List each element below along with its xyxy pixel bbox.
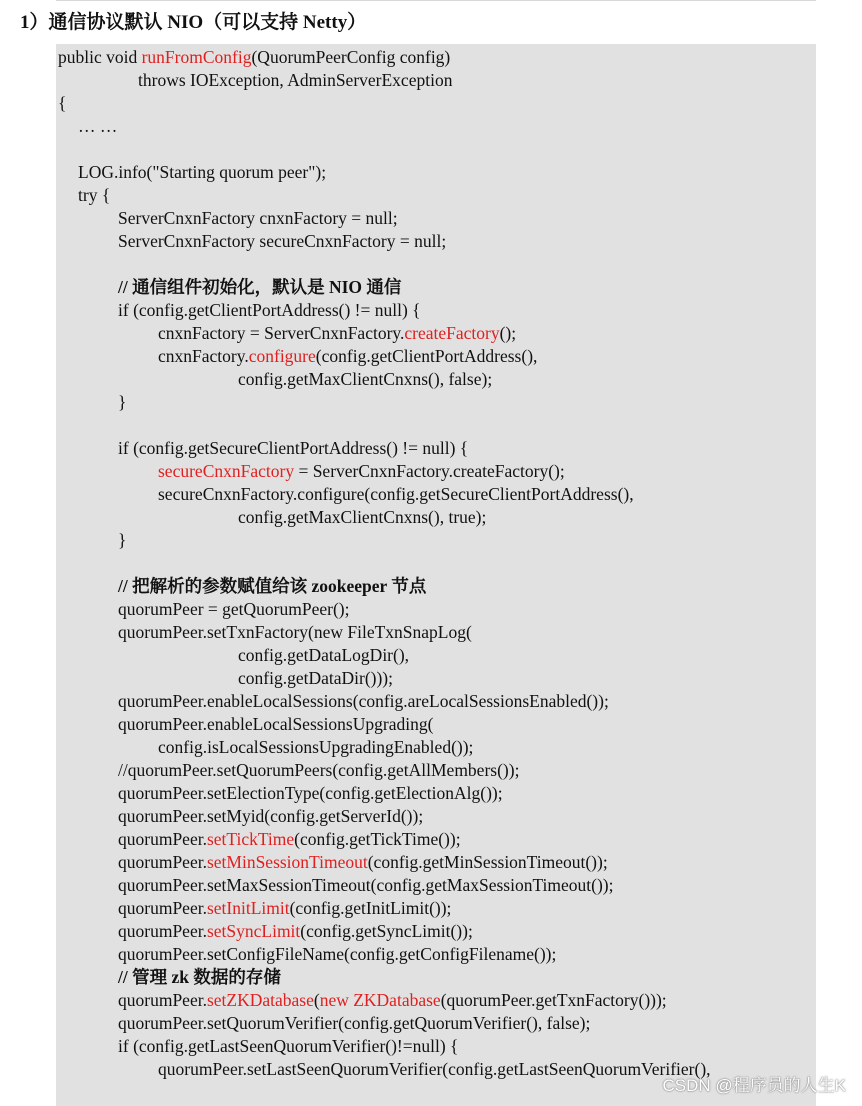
- code-line: [118, 575, 426, 598]
- code-line: [118, 713, 433, 736]
- code-line: [118, 207, 398, 230]
- code-highlight: setSyncLimit: [206, 921, 301, 941]
- code-line: [58, 92, 66, 115]
- code-text: quorumPeer.setMaxSessionTimeout(config.getMaxSessionTimeout());: [118, 875, 614, 895]
- code-line: [58, 46, 450, 69]
- code-text: if (config.getSecureClientPortAddress() != null) {: [118, 438, 469, 458]
- code-text: if (config.getLastSeenQuorumVerifier()!=null) {: [118, 1036, 459, 1056]
- code-text: (config.getTickTime());: [294, 829, 461, 849]
- code-text: ();: [499, 323, 517, 343]
- code-text: throws IOException, AdminServerException: [138, 70, 453, 90]
- code-line: [118, 874, 614, 897]
- top-divider: [56, 0, 816, 1]
- code-highlight: setTickTime: [206, 829, 295, 849]
- code-line: [118, 989, 667, 1012]
- code-text: LOG.info("Starting quorum peer");: [78, 162, 327, 182]
- code-line: [158, 483, 634, 506]
- code-highlight: createFactory: [404, 323, 500, 343]
- code-line: [118, 828, 461, 851]
- code-text: quorumPeer.setTxnFactory(new FileTxnSnapLog(: [118, 622, 472, 642]
- code-highlight: runFromConfig: [141, 47, 252, 67]
- code-line: [118, 276, 401, 299]
- code-text: … …: [78, 116, 118, 136]
- code-line: [238, 644, 409, 667]
- code-line: [118, 782, 503, 805]
- code-line: [158, 460, 565, 483]
- code-text: quorumPeer.enableLocalSessionsUpgrading(: [118, 714, 434, 734]
- code-text: //quorumPeer.setQuorumPeers(config.getAllMembers());: [118, 760, 520, 780]
- section-heading: 1）通信协议默认 NIO（可以支持 Netty）: [20, 12, 367, 33]
- code-line: [118, 851, 608, 874]
- code-text: try {: [78, 185, 111, 205]
- code-text: quorumPeer.: [118, 990, 207, 1010]
- code-text: config.getDataLogDir(),: [238, 645, 410, 665]
- code-text: (config.getClientPortAddress(),: [315, 346, 538, 366]
- code-line: [118, 759, 519, 782]
- code-line: [118, 805, 423, 828]
- code-text: // 通信组件初始化，默认是 NIO 通信: [118, 277, 402, 297]
- code-highlight: setZKDatabase: [206, 990, 314, 1010]
- code-line: [118, 437, 468, 460]
- code-highlight: setInitLimit: [206, 898, 290, 918]
- code-text: {: [58, 93, 67, 113]
- code-text: }: [118, 530, 127, 550]
- code-text: cnxnFactory.: [158, 346, 249, 366]
- code-line: [118, 897, 451, 920]
- code-text: (config.getSyncLimit());: [300, 921, 473, 941]
- code-line: [78, 184, 110, 207]
- code-text: quorumPeer.: [118, 921, 207, 941]
- code-block: [56, 44, 816, 1106]
- code-text: ServerCnxnFactory secureCnxnFactory = null;: [118, 231, 447, 251]
- code-highlight: configure: [248, 346, 316, 366]
- code-line: [118, 920, 473, 943]
- code-line: [138, 69, 452, 92]
- code-text: quorumPeer.: [118, 829, 207, 849]
- code-text: quorumPeer.setMyid(config.getServerId());: [118, 806, 424, 826]
- code-text: (quorumPeer.getTxnFactory()));: [440, 990, 667, 1010]
- code-text: config.getDataDir()));: [238, 668, 393, 688]
- code-text: public void: [58, 47, 142, 67]
- code-line: [118, 690, 609, 713]
- code-line: [238, 506, 486, 529]
- code-line: [158, 345, 537, 368]
- code-text: config.isLocalSessionsUpgradingEnabled());: [158, 737, 474, 757]
- code-text: = ServerCnxnFactory.createFactory();: [294, 461, 565, 481]
- code-line: [158, 322, 516, 345]
- code-text: quorumPeer.setConfigFileName(config.getConfigFilename());: [118, 944, 557, 964]
- code-line: [78, 161, 326, 184]
- code-text: config.getMaxClientCnxns(), false);: [238, 369, 493, 389]
- code-text: quorumPeer.setQuorumVerifier(config.getQuorumVerifier(), false);: [118, 1013, 591, 1033]
- code-line: [118, 299, 421, 322]
- code-text: quorumPeer.enableLocalSessions(config.areLocalSessionsEnabled());: [118, 691, 609, 711]
- code-highlight: setMinSessionTimeout: [206, 852, 368, 872]
- code-text: (config.getMinSessionTimeout());: [367, 852, 608, 872]
- code-text: (config.getInitLimit());: [289, 898, 452, 918]
- code-highlight: new ZKDatabase: [319, 990, 441, 1010]
- code-line: [238, 368, 492, 391]
- code-line: [158, 1058, 711, 1081]
- code-line: [118, 598, 349, 621]
- code-text: }: [118, 392, 127, 412]
- code-text: // 把解析的参数赋值给该 zookeeper 节点: [118, 576, 427, 596]
- code-text: quorumPeer = getQuorumPeer();: [118, 599, 350, 619]
- code-text: quorumPeer.setLastSeenQuorumVerifier(config.getLastSeenQuorumVerifier(),: [158, 1059, 711, 1079]
- code-text: config.getMaxClientCnxns(), true);: [238, 507, 487, 527]
- csdn-watermark: CSDN @程序员的人生K: [662, 1076, 846, 1095]
- code-text: // 管理 zk 数据的存储: [118, 967, 281, 987]
- code-line: [118, 966, 281, 989]
- code-text: quorumPeer.setElectionType(config.getElectionAlg());: [118, 783, 503, 803]
- code-text: (QuorumPeerConfig config): [251, 47, 451, 67]
- code-line: [118, 943, 556, 966]
- code-text: cnxnFactory = ServerCnxnFactory.: [158, 323, 405, 343]
- code-line: [118, 529, 126, 552]
- code-text: secureCnxnFactory.configure(config.getSecureClientPortAddress(),: [158, 484, 634, 504]
- code-text: (: [313, 990, 320, 1010]
- code-text: if (config.getClientPortAddress() != null) {: [118, 300, 421, 320]
- code-line: [78, 115, 117, 138]
- code-line: [158, 736, 473, 759]
- code-line: [118, 1035, 458, 1058]
- code-line: [118, 391, 126, 414]
- code-highlight: secureCnxnFactory: [158, 461, 295, 481]
- code-line: [118, 1012, 590, 1035]
- code-text: quorumPeer.: [118, 898, 207, 918]
- code-line: [118, 230, 446, 253]
- code-line: [238, 667, 393, 690]
- code-line: [118, 621, 472, 644]
- code-text: ServerCnxnFactory cnxnFactory = null;: [118, 208, 398, 228]
- code-text: quorumPeer.: [118, 852, 207, 872]
